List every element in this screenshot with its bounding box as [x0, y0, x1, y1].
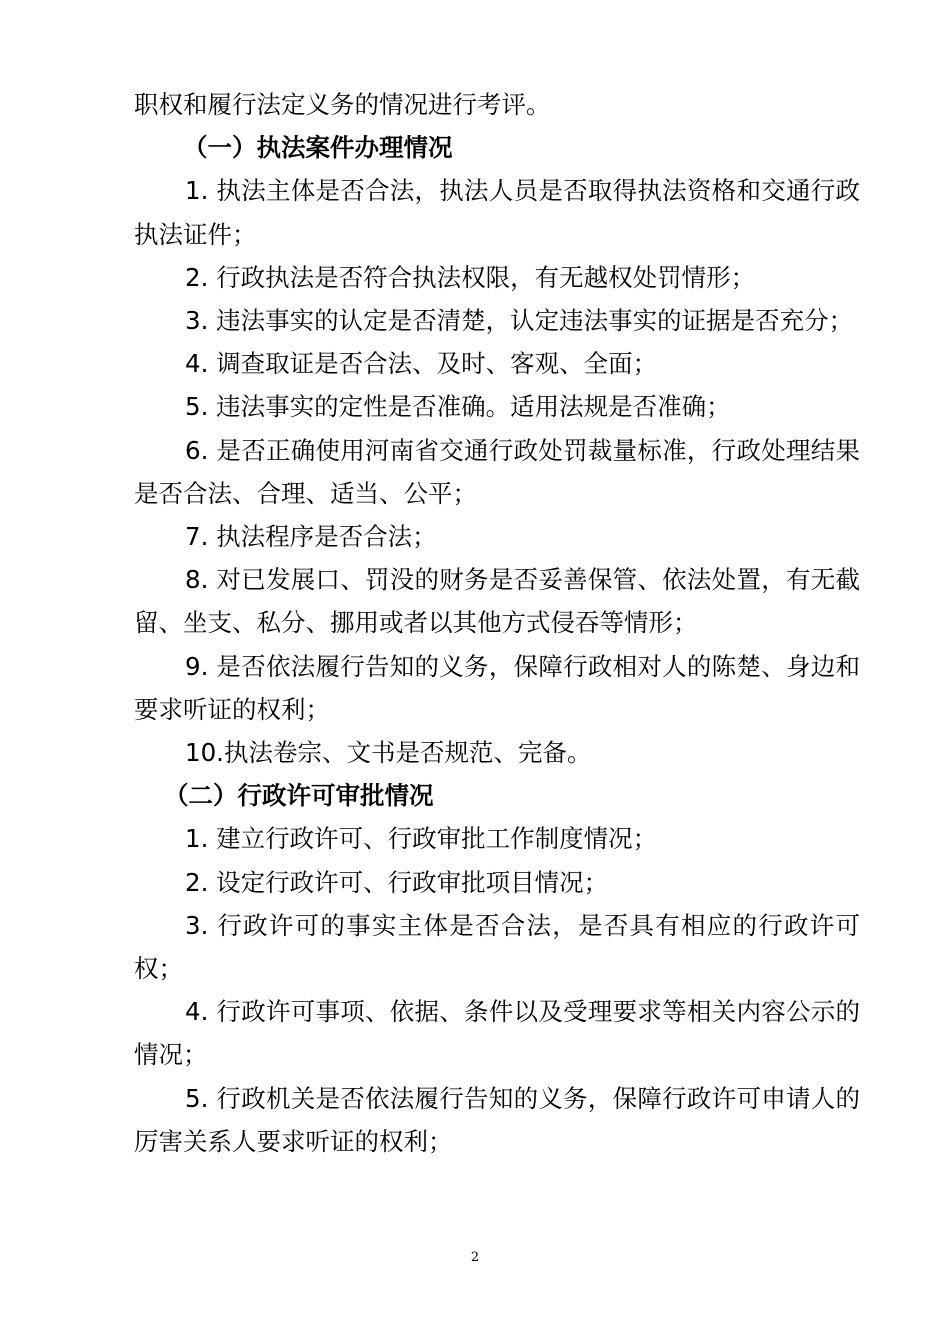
- list-item: 9. 是否依法履行告知的义务，保障行政相对人的陈楚、身边和要求听证的权利；: [134, 651, 860, 724]
- section-heading-enforcement-cases: （一）执法案件办理情况: [183, 133, 453, 163]
- list-item: 7. 执法程序是否合法；: [185, 522, 437, 552]
- intro-paragraph: 职权和履行法定义务的情况进行考评。: [134, 90, 551, 119]
- list-item: 1. 建立行政许可、行政审批工作制度情况；: [185, 824, 658, 854]
- list-item: 10.执法卷宗、文书是否规范、完备。: [185, 738, 592, 768]
- list-item: 1. 执法主体是否合法，执法人员是否取得执法资格和交通行政执法证件；: [134, 176, 860, 249]
- page-number: 2: [470, 1250, 480, 1265]
- list-item: 8. 对已发展口、罚没的财务是否妥善保管、依法处置，有无截留、坐支、私分、挪用或者以其他方式侵吞等情形；: [134, 565, 860, 638]
- document-body: [134, 83, 860, 1163]
- list-item: 2. 行政执法是否符合执法权限，有无越权处罚情形；: [185, 262, 756, 292]
- list-item: 5. 违法事实的定性是否准确。适用法规是否准确；: [185, 392, 731, 422]
- list-item: 4. 调查取证是否合法、及时、客观、全面；: [185, 349, 658, 379]
- list-item: 3. 行政许可的事实主体是否合法，是否具有相应的行政许可权；: [134, 910, 860, 984]
- list-item: 2. 设定行政许可、行政审批项目情况；: [185, 867, 609, 897]
- list-item: 5. 行政机关是否依法履行告知的义务，保障行政许可申请人的厉害关系人要求听证的权利；: [134, 1083, 860, 1156]
- list-item: 3. 违法事实的认定是否清楚，认定违法事实的证据是否充分；: [185, 306, 854, 336]
- section-heading-administrative-licensing: （二）行政许可审批情况: [164, 781, 434, 811]
- list-item: 6. 是否正确使用河南省交通行政处罚裁量标准，行政处理结果是否合法、合理、适当、公平；: [134, 435, 860, 508]
- list-item: 4. 行政许可事项、依据、条件以及受理要求等相关内容公示的情况；: [134, 997, 860, 1070]
